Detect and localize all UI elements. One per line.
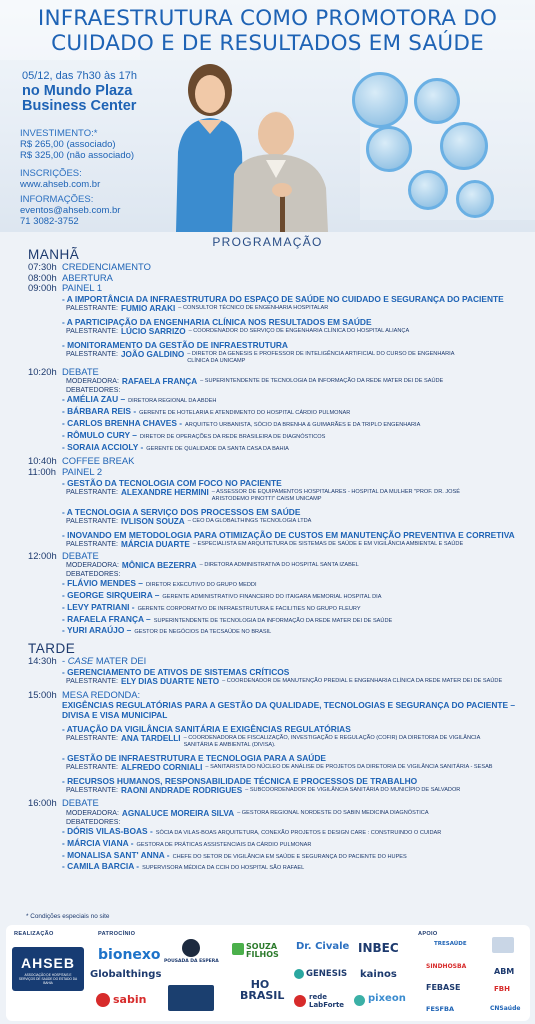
doctor-photo [456,180,494,218]
phone-number: 71 3082-3752 [20,216,79,227]
schedule-row [28,690,528,701]
nurse-and-patient-photo [158,62,336,232]
debater-name: - AMÉLIA ZAU – [62,394,126,405]
speaker-name: FUMIO ARAKI [121,303,176,313]
program-title: PROGRAMAÇÃO [212,235,323,249]
pixeon-logo: pixeon [368,993,406,1004]
session-title: COFFEE BREAK [62,455,135,467]
debater-name: - LEVY PATRIANI - [62,601,135,612]
time: 16:00h [28,797,57,809]
session-title: CREDENCIAMENTO [62,261,151,272]
ahseb-logo-subtitle: ASSOCIAÇÃO DE HOSPITAIS E SERVIÇOS DE SAÚDE DO ESTADO DA BAHIA [18,973,78,985]
ahseb-logo-text: AHSEB [20,955,75,971]
sindhosba-logo: SINDHOSBA [426,963,467,970]
apoio-label: APOIO [418,931,438,937]
schedule-row [28,262,528,273]
speaker [28,517,528,526]
speaker-role: – CEO DA GLOBALTHINGS TECNOLOGIA LTDA [187,517,312,524]
schedule-row [28,798,528,809]
schedule-row [28,467,528,478]
debater-name: - MÁRCIA VIANA - [62,837,134,848]
title-line-1: INFRAESTRUTURA COMO PROMOTORA DO [37,6,498,31]
talk-title: - A IMPORTÂNCIA DA INFRAESTRUTURA DO ESPAÇO DE SAÚDE NO CUIDADO E SEGURANÇA DO PACIENTE [62,293,504,304]
hospital-building-photo [352,72,408,128]
schedule-row [28,283,528,294]
moderator-name: MÔNICA BEZERRA [121,561,197,571]
speaker-name: ALEXANDRE HERMINI [121,487,209,497]
time: 14:30h [28,655,57,667]
time: 09:00h [28,282,57,294]
talk-title: - RECURSOS HUMANOS, RESPONSABILIDADE TÉCNICA E PROCESSOS DE TRABALHO [62,776,418,787]
wheelchair-photo [414,78,460,124]
febase-logo: FEBASE [426,983,461,992]
debater-role: SUPERINTENDENTE DE TECNOLOGIA DA INFORMAÇÃO DA REDE MATER DEI DE SAÚDE [153,617,393,624]
schedule-row [28,456,528,467]
moderator-role: – SUPERINTENDENTE DE TECNOLOGIA DA INFORMAÇÃO DA REDE MATER DEI DE SAÚDE [200,378,444,385]
title-line-2: CUIDADO E DE RESULTADOS EM SAÚDE [51,31,484,56]
speaker-role: – COORDENADOR DE MANUTENÇÃO PREDIAL E ENGENHARIA CLÍNICA DA REDE MATER DEI DE SAÚDE [222,677,503,684]
section-tarde: TARDE [28,641,76,657]
debater-role: ARQUITETO URBANISTA, SÓCIO DA BRENHA & GUIMARÃES E DA TRIPLO ENGENHARIA [185,421,421,428]
debaters-label: DEBATEDORES: [66,571,121,579]
program-schedule [28,246,528,874]
schedule-row [28,367,528,378]
fbh-logo: FBH [494,985,510,993]
debaters-label: DEBATEDORES: [66,387,121,395]
session-title: ABERTURA [62,271,113,283]
speaker-role: – SANITARISTA DO NÚCLEO DE ANÁLISE DE PROJETOS DA DIRETORIA DE VIGILÂNCIA SANITÁRIA - SESAB [205,764,493,771]
speaker-role: – ESPECIALISTA EM ARQUITETURA DE SISTEMAS DE SAÚDE E EM VIGILÂNCIA AMBIENTAL E SAÚDE [192,540,464,547]
event-date: 05/12, das 7h30 às 17h [22,70,137,82]
session-title: DEBATE [62,365,99,377]
debater-role: DIRETOR EXECUTIVO DO GRUPO MEDDI [145,582,257,589]
speaker-name: ALFREDO CORNIALI [121,763,203,773]
speaker [28,734,528,749]
talk-title: - GERENCIAMENTO DE ATIVOS DE SISTEMAS CRÍTICOS [62,666,290,677]
speaker-label: PALESTRANTE: [66,327,118,335]
debater-role: SÓCIA DA VILAS-BOAS ARQUITETURA, CONEXÃO PROJETOS E DESIGN CARE : CONSTRUINDO O CUIDAR [155,829,442,836]
speaker-name: JOÃO GALDINO [121,349,185,359]
investment-label: INVESTIMENTO:* [20,128,98,139]
case-rest: MATER DEI [93,655,147,667]
email-link[interactable]: eventos@ahseb.com.br [20,205,121,216]
speaker [28,786,528,795]
debater-name: - DÓRIS VILAS-BOAS - [62,825,153,836]
speaker-role: – DIRETOR DA GENESIS E PROFESSOR DE INTELIGÊNCIA ARTIFICIAL DO CURSO DE ENGENHARIA CLÍNICA DA UNICAMP [187,350,455,364]
debater-name: - BÁRBARA REIS - [62,406,137,417]
debater-role: DIRETOR DE OPERAÇÕES DA REDE BRASILEIRA DE DIAGNÓSTICOS [139,433,326,440]
time: 07:30h [28,261,57,272]
debater-role: GESTORA DE PRÁTICAS ASSISTENCIAIS DA CÁRDIO PULMONAR [136,841,312,848]
speaker-label: PALESTRANTE: [66,735,118,743]
schedule-row [28,551,528,562]
genesis-icon [294,969,304,979]
dark-sponsor-logo [168,985,214,1011]
speaker-name: IVLISON SOUZA [121,516,185,526]
speaker-role: – COORDENADOR DO SERVIÇO DE ENGENHARIA CLÍNICA DO HOSPITAL ALIANÇA [188,327,410,334]
talk-title: - MONITORAMENTO DA GESTÃO DE INFRAESTRUTURA [62,339,288,350]
debaters-label: DEBATEDORES: [66,818,121,826]
souza-icon [232,943,244,955]
speaker-role: – CONSULTOR TÉCNICO DE ENGENHARIA HOSPITALAR [178,304,329,311]
session-title: MESA REDONDA: [62,688,141,700]
price-associado: R$ 265,00 (associado) [20,139,116,150]
talk-title: - INOVANDO EM METODOLOGIA PARA OTIMIZAÇÃO DE CUSTOS EM MANUTENÇÃO PREVENTIVA E CORRETIVA [62,529,515,540]
souza-filhos-logo: SOUZA FILHOS [246,942,279,959]
session-title: DEBATE [62,797,99,809]
speaker-label: PALESTRANTE: [66,304,118,312]
debater [28,419,528,431]
talk-title: - A PARTICIPAÇÃO DA ENGENHARIA CLÍNICA NOS RESULTADOS EM SAÚDE [62,316,372,327]
speaker-label: PALESTRANTE: [66,517,118,525]
moderator-label: MODERADORA: [66,378,119,386]
sponsors-panel [6,925,530,1021]
medical-equipment-photo [408,170,448,210]
debater [28,603,528,615]
debater-name: - CARLOS BRENHA CHAVES - [62,417,183,428]
speaker [28,327,528,336]
ho-brasil-logo: HO BRASIL [240,978,285,1002]
session-title: PAINEL 1 [62,282,103,294]
debater-name: - YURI ARAÚJO – [62,625,132,636]
debater-role: GERENTE DE HOTELARIA E ATENDIMENTO DO HOSPITAL CÁRDIO PULMONAR [139,410,351,417]
genesis-logo: GENESIS [306,969,348,979]
moderator-label: MODERADORA: [66,562,119,570]
debater [28,431,528,443]
session-title [62,656,146,667]
debater-name: - SORAIA ACCIOLY - [62,441,144,452]
time: 15:00h [28,688,57,700]
talk-title: - A TECNOLOGIA A SERVIÇO DOS PROCESSOS EM SAÚDE [62,506,301,517]
speaker-label: PALESTRANTE: [66,350,118,358]
pousada-icon [182,939,200,957]
speaker [28,763,528,772]
debater [28,591,528,603]
speaker [28,488,528,503]
speaker-role: – COORDENADORA DE FISCALIZAÇÃO, INVESTIGAÇÃO E REGULAÇÃO (COFIR) DA DIRETORIA DE VIGILÂNCIA SANITÁRIA E AMBIENTAL (DIVISA). [183,735,481,749]
fesfba-logo: FESFBA [426,1005,454,1013]
event-title [0,6,535,56]
speaker-label: PALESTRANTE: [66,764,118,772]
patrocinio-label: PATROCÍNIO [98,931,136,937]
pousada-logo: POUSADA DA ESPERA [164,959,219,964]
case-prefix: - [62,655,68,667]
debater-name: - RÔMULO CURY – [62,429,137,440]
hospital-corridor-photo [366,126,412,172]
speaker [28,304,528,313]
speaker-name: RAONI ANDRADE RODRIGUES [121,786,243,796]
debater-name: - RAFAELA FRANÇA – [62,613,151,624]
kainos-logo: kainos [360,969,397,980]
moderator [28,561,528,570]
schedule-row [28,656,528,667]
inbec-logo: INBEC [358,941,399,955]
speaker-label: PALESTRANTE: [66,540,118,548]
speaker-name: ELY DIAS DUARTE NETO [121,676,220,686]
speaker-name: LÚCIO SARRIZO [121,326,186,336]
debater-role: GESTOR DE NEGÓCIOS DA TECSAÚDE NO BRASIL [134,629,272,636]
sabin-logo: sabin [113,993,147,1006]
time: 10:40h [28,455,57,467]
debater-name: - MONALISA SANT' ANNA - [62,849,170,860]
speaker-name: MÁRCIA DUARTE [121,539,190,549]
rede-labforte-logo: rede LabForte [309,993,345,1009]
session-title: PAINEL 2 [62,465,103,477]
talk-title: - ATUAÇÃO DA VIGILÂNCIA SANITÁRIA E EXIGÊNCIAS REGULATÓRIAS [62,724,351,735]
time: 10:20h [28,365,57,377]
speaker-role: – ASSESSOR DE EQUIPAMENTOS HOSPITALARES - HOSPITAL DA MULHER "PROF. DR. JOSÉ ARISTODEMO PINOTTI" CAISM UNICAMP [211,488,460,502]
speaker-role: – SUBCOORDENADOR DE VIGILÂNCIA SANITÁRIA DO MUNICÍPIO DE SALVADOR [245,787,461,794]
sabin-icon [96,993,110,1007]
session-title: DEBATE [62,549,99,561]
ahseb-logo [12,947,84,991]
roundtable-title: EXIGÊNCIAS REGULATÓRIAS PARA A GESTÃO DA QUALIDADE, TECNOLOGIAS E SEGURANÇA DO PACIENTE – DIVISA E VISA MUNICIPAL [62,700,516,721]
nurse-photo [440,122,488,170]
debater [28,443,528,455]
speaker [28,677,528,686]
tresaude-logo: TRESAÚDE [434,941,467,947]
cnsaude-logo: CNSaúde [490,1005,521,1012]
site-link[interactable]: www.ahseb.com.br [20,179,101,190]
moderator-name: RAFAELA FRANÇA [121,377,198,387]
time: 11:00h [28,465,56,477]
talk-title: - GESTÃO DA TECNOLOGIA COM FOCO NO PACIENTE [62,477,282,488]
time: 08:00h [28,271,57,283]
section-manha: MANHÃ [28,247,80,262]
event-venue: no Mundo Plaza Business Center [22,83,137,114]
debater-role: GERENTE ADMINISTRATIVO FINANCEIRO DO ITAIGARA MEMORIAL HOSPITAL DIA [162,593,382,600]
pixeon-icon [354,995,365,1006]
time: 12:00h [28,549,57,561]
labforte-icon [294,995,306,1007]
debater-name: - FLÁVIO MENDES – [62,578,143,589]
abm-logo: ABM [494,967,515,976]
inscricoes-label: INSCRIÇÕES: [20,168,82,179]
realizacao-label: REALIZAÇÃO [14,931,54,937]
speaker-name: ANA TARDELLI [121,734,181,744]
debater-role: SUPERVISORA MÉDICA DA CCIH DO HOSPITAL SÃO RAFAEL [142,865,305,872]
talk-title: - GESTÃO DE INFRAESTRUTURA E TECNOLOGIA PARA A SAÚDE [62,753,326,764]
debater [28,626,528,638]
globalthings-logo: Globalthings [90,969,162,980]
moderator-role: – DIRETORA ADMINISTRATIVA DO HOSPITAL SANTA IZABEL [199,562,359,569]
speaker-label: PALESTRANTE: [66,488,118,496]
debater-role: GERENTE DE QUALIDADE DA SANTA CASA DA BAHIA [146,445,289,452]
informacoes-label: INFORMAÇÕES: [20,194,94,205]
special-conditions-note: * Condições especiais no site [26,913,110,920]
schedule-row [28,273,528,284]
event-header [0,0,535,232]
debater [28,862,528,874]
moderator [28,377,528,386]
speaker-label: PALESTRANTE: [66,787,118,795]
seal-logo [492,937,514,953]
bionexo-logo: bionexo [98,947,161,963]
debater-role: CHEFE DO SETOR DE VIGILÂNCIA EM SAÚDE E SEGURANÇA DO PACIENTE DO HUPES [172,853,407,860]
speaker [28,540,528,549]
case-word: CASE [67,655,94,667]
price-nao-associado: R$ 325,00 (não associado) [20,150,135,161]
moderator-name: AGNALUCE MOREIRA SILVA [121,808,235,818]
speaker [28,350,528,365]
speaker-label: PALESTRANTE: [66,677,118,685]
moderator [28,809,528,818]
debater-role: DIRETORA REGIONAL DA ABDEH [128,398,217,405]
debater [28,827,528,839]
debater-role: GERENTE CORPORATIVO DE INFRAESTRUTURA E FACILITIES NO GRUPO FLEURY [137,605,361,612]
debater-name: - CAMILA BARCIA - [62,861,140,872]
debater-name: - GEORGE SIRQUEIRA – [62,589,160,600]
civale-logo: Dr. Civale [296,941,350,952]
moderator-label: MODERADORA: [66,809,119,817]
moderator-role: – GESTORA REGIONAL NORDESTE DO SABIN MEDICINA DIAGNÓSTICA [237,809,429,816]
debater [28,839,528,851]
